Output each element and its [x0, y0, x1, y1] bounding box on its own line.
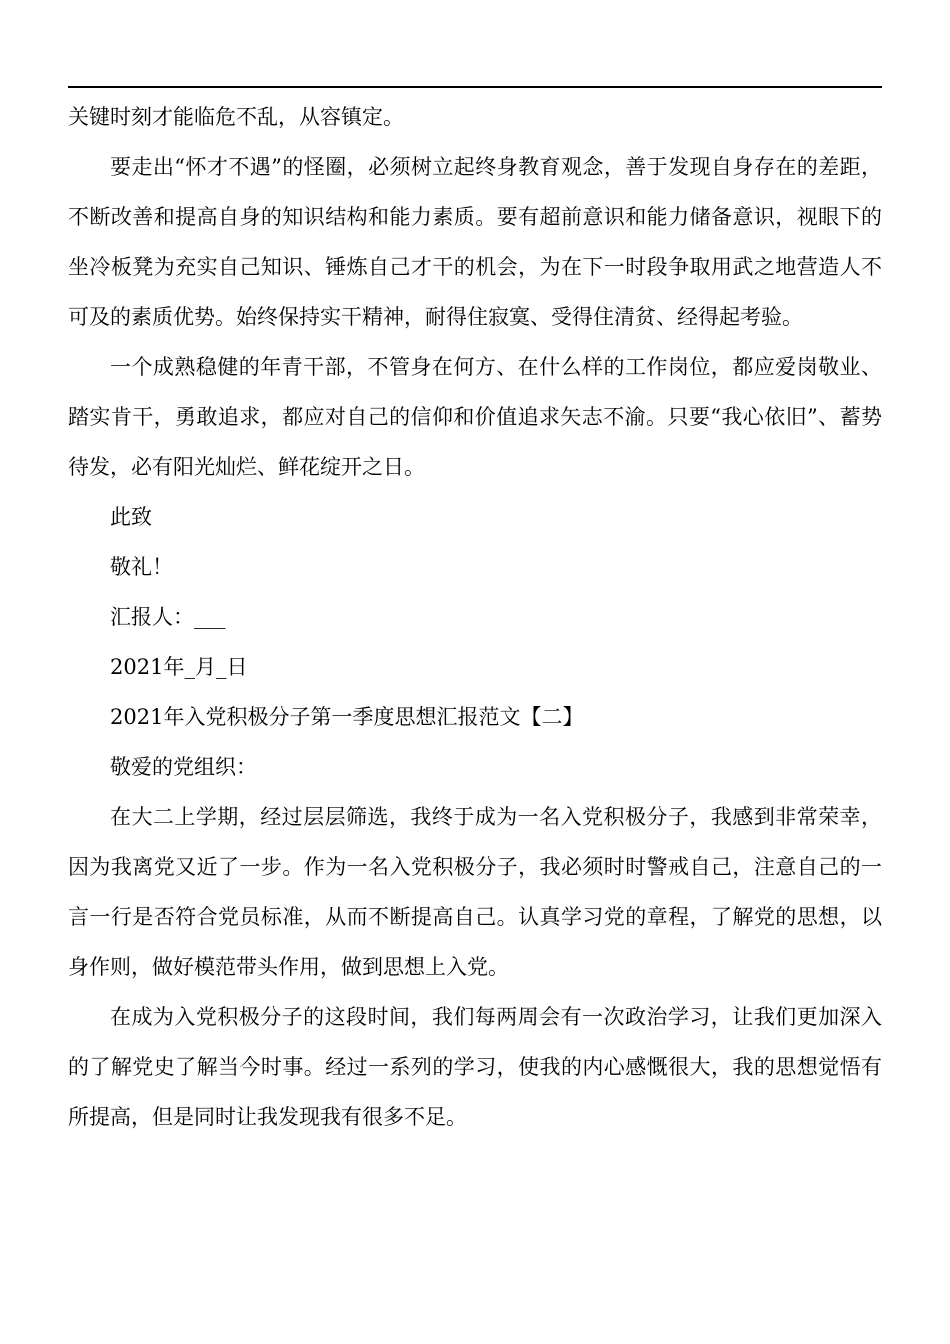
header-rule: [68, 86, 882, 88]
continuation-text: 关键时刻才能临危不乱，从容镇定。: [68, 105, 404, 129]
paragraph-young-cadre: 一个成熟稳健的年青干部，不管身在何方、在什么样的工作岗位，都应爱岗敬业、踏实肯干，勇敢追求，都应对自己的信仰和价值追求矢志不渝。只要“我心依旧”、蓄势待发，必有阳光灿烂、鲜花绽开之日。: [68, 355, 882, 479]
document-body: [68, 92, 882, 1142]
closing-salutation: 此致: [110, 505, 152, 529]
greeting-line: 敬爱的党组织：: [110, 755, 257, 779]
paragraph-self-improvement: 要走出“怀才不遇”的怪圈，必须树立起终身教育观念，善于发现自身存在的差距，不断改善和提高自身的知识结构和能力素质。要有超前意识和能力储备意识，视眼下的坐冷板凳为充实自己知识、锤炼自己才干的机会，为在下一时段争取用武之地营造人不可及的素质优势。始终保持实干精神，耐得住寂寞、受得住清贫、经得起考验。: [68, 155, 882, 329]
date-line: 2021年_月_日: [110, 655, 248, 679]
closing-regards: 敬礼！: [110, 555, 173, 579]
paragraph-political-study: 在成为入党积极分子的这段时间，我们每两周会有一次政治学习，让我们更加深入的了解党史了解当今时事。经过一系列的学习，使我的内心感慨很大，我的思想觉悟有所提高，但是同时让我发现我有很多不足。: [68, 1005, 882, 1129]
section-title: 2021年入党积极分子第一季度思想汇报范文【二】: [110, 705, 584, 729]
paragraph-becoming-activist: 在大二上学期，经过层层筛选，我终于成为一名入党积极分子，我感到非常荣幸，因为我离党又近了一步。作为一名入党积极分子，我必须时时警戒自己，注意自己的一言一行是否符合党员标准，从而不断提高自己。认真学习党的章程，了解党的思想，以身作则，做好模范带头作用，做到思想上入党。: [68, 805, 882, 979]
reporter-line: 汇报人：___: [110, 605, 226, 629]
